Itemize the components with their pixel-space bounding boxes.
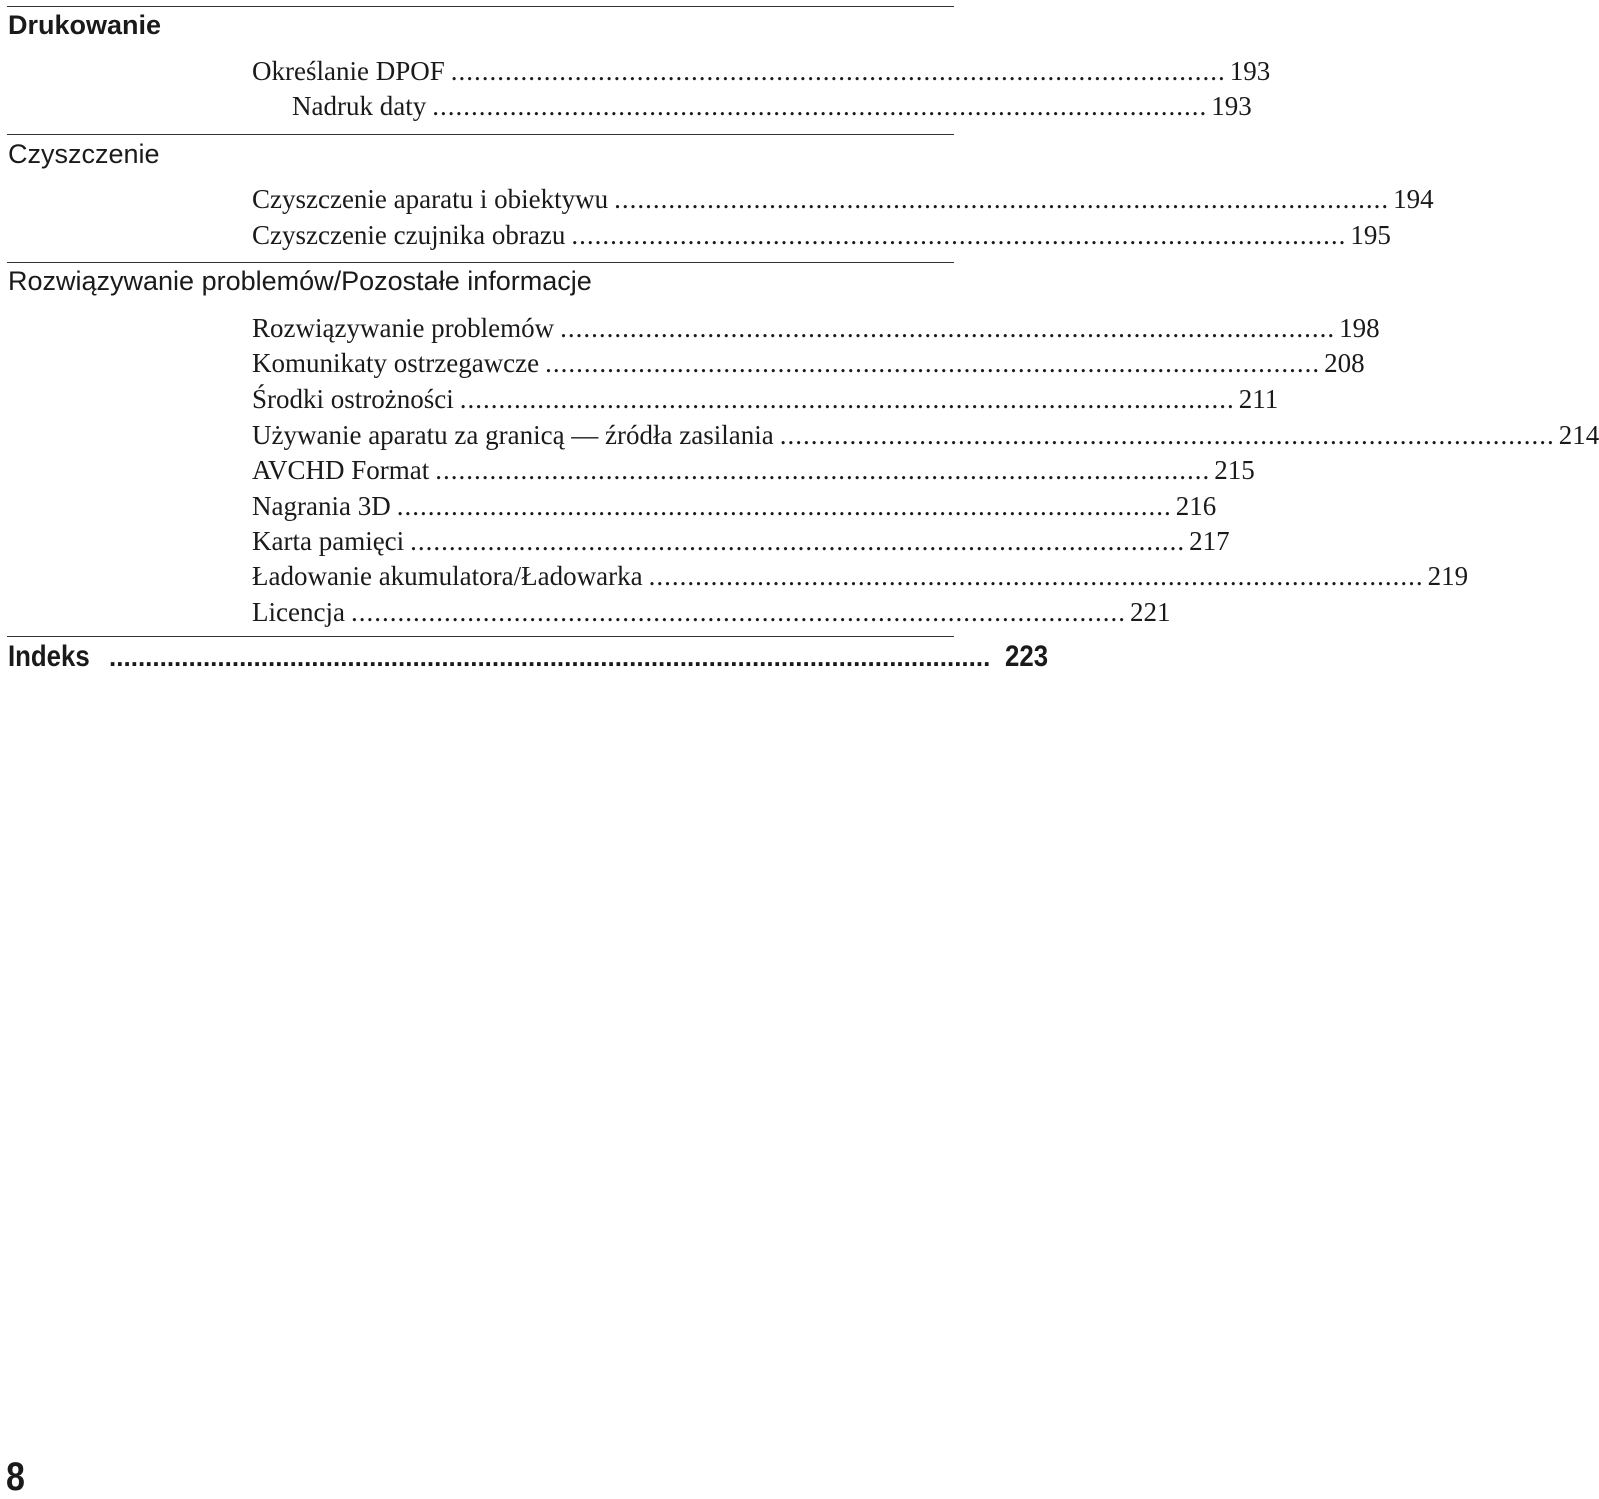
toc-entry-page: 193 [1211, 91, 1252, 121]
toc-entry-page: 214 [1558, 420, 1599, 450]
dot-leader: .................................................................................................... [450, 56, 1226, 86]
index-label: Indeks [8, 640, 90, 673]
section-title-czyszczenie: Czyszczenie [8, 139, 160, 169]
dot-leader: .................................................................................................... [410, 526, 1186, 556]
toc-entry-page: 216 [1175, 491, 1217, 521]
dot-leader: .......................................................................................................................... [109, 642, 991, 672]
toc-entry-page: 198 [1339, 313, 1380, 343]
toc-entry[interactable] [252, 382, 1279, 417]
toc-entry-page: 221 [1129, 597, 1171, 627]
dot-leader: .................................................................................................... [396, 491, 1172, 521]
toc-entry[interactable] [292, 89, 1252, 124]
section-title-drukowanie: Drukowanie [8, 10, 162, 40]
toc-entry[interactable] [252, 524, 1230, 559]
toc-entry-index[interactable] [8, 639, 1049, 675]
section-divider [7, 636, 954, 637]
toc-entry-page: 193 [1229, 56, 1271, 86]
toc-entry[interactable] [252, 559, 1469, 594]
toc-entry-page: 217 [1189, 526, 1230, 556]
toc-entry-label: Czyszczenie aparatu i obiektywu [252, 184, 609, 214]
toc-entry-label: AVCHD Format [252, 455, 430, 485]
section-divider [7, 134, 954, 135]
toc-entry[interactable] [252, 595, 1171, 630]
toc-entry-label: Środki ostrożności [252, 384, 454, 414]
toc-entry[interactable] [252, 489, 1217, 524]
page-number: 8 [6, 1455, 25, 1499]
toc-entry[interactable] [252, 311, 1380, 346]
toc-entry-page: 194 [1393, 184, 1434, 214]
dot-leader: .................................................................................................... [779, 420, 1555, 450]
section-divider [7, 6, 954, 7]
toc-entry[interactable] [252, 346, 1365, 381]
dot-leader: .................................................................................................... [350, 597, 1126, 627]
dot-leader: .................................................................................................... [648, 561, 1424, 591]
toc-entry[interactable] [252, 418, 1599, 453]
toc-entry-page: 215 [1214, 455, 1255, 485]
toc-entry-page: 208 [1324, 348, 1365, 378]
toc-entry-page: 211 [1238, 384, 1279, 414]
toc-entry[interactable] [252, 218, 1391, 253]
section-divider [7, 262, 954, 263]
dot-leader: .................................................................................................... [614, 184, 1390, 214]
dot-leader: .................................................................................................... [459, 384, 1235, 414]
toc-entry-label: Nagrania 3D [252, 491, 391, 521]
toc-entry-page: 195 [1350, 220, 1391, 250]
section-title-rozwiazywanie: Rozwiązywanie problemów/Pozostałe informacje [8, 266, 592, 296]
dot-leader: .................................................................................................... [571, 220, 1347, 250]
toc-entry-label: Karta pamięci [252, 526, 405, 556]
dot-leader: .................................................................................................... [545, 348, 1321, 378]
toc-entry-label: Licencja [252, 597, 345, 627]
toc-entry[interactable] [252, 54, 1271, 89]
dot-leader: .................................................................................................... [435, 455, 1211, 485]
toc-entry-label: Określanie DPOF [252, 56, 445, 86]
dot-leader: .................................................................................................... [560, 313, 1336, 343]
toc-entry[interactable] [252, 453, 1255, 488]
toc-entry-label: Komunikaty ostrzegawcze [252, 348, 540, 378]
dot-leader: .................................................................................................... [432, 91, 1208, 121]
index-page: 223 [1005, 640, 1049, 673]
toc-entry-page: 219 [1427, 561, 1469, 591]
toc-entry-label: Rozwiązywanie problemów [252, 313, 555, 343]
toc-entry-label: Czyszczenie czujnika obrazu [252, 220, 566, 250]
toc-entry-label: Używanie aparatu za granicą — źródła zasilania [252, 420, 774, 450]
toc-entry-label: Ładowanie akumulatora/Ładowarka [252, 561, 643, 591]
toc-entry[interactable] [252, 182, 1434, 217]
toc-entry-label: Nadruk daty [292, 91, 427, 121]
